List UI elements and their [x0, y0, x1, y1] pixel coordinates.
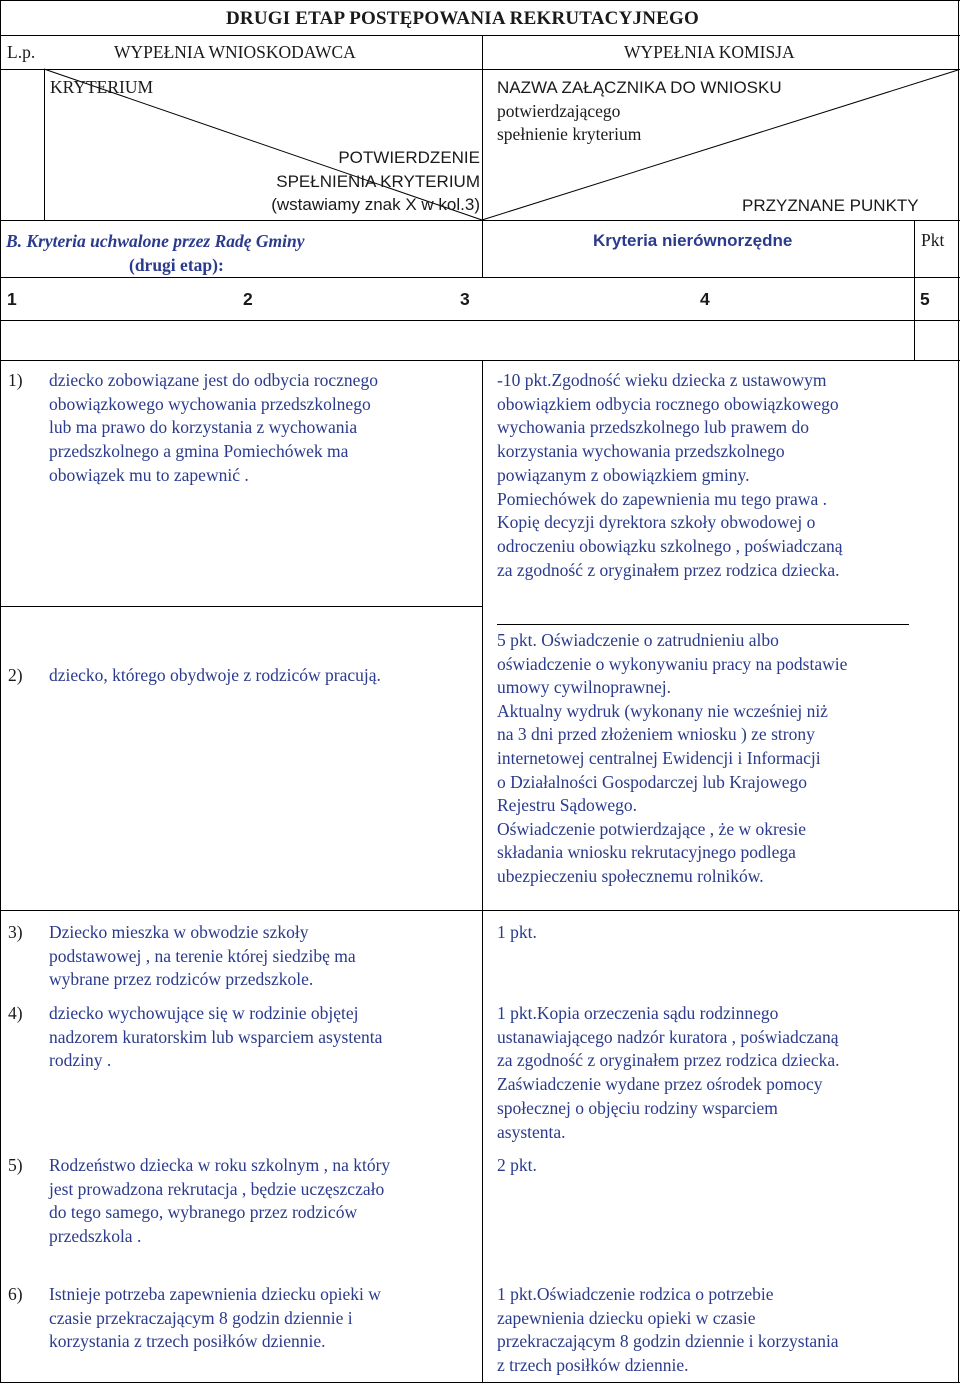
attachment-line: 1 pkt.Oświadczenie rodzica o potrzebie [497, 1284, 774, 1304]
attachment-line: zapewnienia dziecku opieki w czasie [497, 1307, 756, 1328]
attachment-line: -10 pkt.Zgodność wieku dziecka z ustawowym [497, 370, 827, 390]
attachment-line: internetowej centralnej Ewidencji i Informacji [497, 747, 821, 768]
criterion-line: nadzorem kuratorskim lub wsparciem asystenta [49, 1026, 383, 1047]
attachment-line: umowy cywilnoprawnej. [497, 677, 671, 698]
criterion-line: przedszkolnego a gmina Pomiechówek ma [49, 441, 349, 462]
attachment-line: ustanawiającego nadzór kuratora , poświadczaną [497, 1026, 839, 1047]
row-number: 5) [8, 1155, 23, 1175]
criterion-line: obowiązkowego wychowania przedszkolnego [49, 393, 371, 414]
attachment-line: Kopię decyzji dyrektora szkoły obwodowej o [497, 512, 816, 533]
rule-row3-top [0, 910, 960, 911]
attachment-header [497, 76, 782, 147]
attachment-line: Zaświadczenie wydane przez ośrodek pomocy [497, 1074, 823, 1095]
row-attachment [497, 1154, 537, 1178]
row-attachment [497, 369, 843, 582]
criterion-line: jest prowadzona rekrutacja , będzie uczęszczało [49, 1178, 385, 1199]
rule-empty-row [0, 360, 960, 361]
pkt-header: Pkt [921, 230, 945, 250]
attachment-line: korzystania wychowania przedszkolnego [497, 441, 785, 462]
attachment-line: o Działalności Gospodarczej lub Krajowego [497, 771, 808, 792]
criterion-line: przedszkola . [49, 1226, 142, 1247]
attachment-line: za zgodność z oryginałem przez rodzica dziecka. [497, 559, 840, 580]
unequal-criteria-header: Kryteria nierównorzędne [593, 231, 793, 250]
section-b-subtitle: (drugi etap): [129, 255, 224, 275]
criterion-line: obowiązek mu to zapewnić . [49, 464, 249, 485]
attachment-line: 2 pkt. [497, 1155, 537, 1175]
row-number: 2) [8, 665, 23, 685]
attachment-line: obowiązkiem odbycia rocznego obowiązkowego [497, 393, 839, 414]
row-criterion [49, 921, 356, 992]
col-number-4: 4 [700, 289, 710, 309]
row-criterion [49, 369, 378, 488]
attachment-line: Aktualny wydruk (wykonany nie wcześniej niż [497, 700, 828, 721]
attachment-line: odroczeniu obowiązku szkolnego , poświadczaną [497, 535, 843, 556]
attachment-line: na 3 dni przed złożeniem wniosku ) ze strony [497, 724, 815, 745]
attachment-line: za zgodność z oryginałem przez rodzica dziecka. [497, 1050, 840, 1071]
attachment-line: 5 pkt. Oświadczenie o zatrudnieniu albo [497, 630, 779, 650]
criterion-line: Dziecko mieszka w obwodzie szkoły [49, 922, 309, 942]
section-b-header [6, 229, 305, 277]
criterion-line: lub ma prawo do korzystania z wychowania [49, 417, 358, 438]
attachment-header-line: spełnienie kryterium [497, 124, 642, 144]
criterion-line: dziecko, którego obydwoje z rodziców pracują. [49, 665, 381, 685]
col-number-5: 5 [920, 289, 930, 309]
rule-nums-bottom [0, 320, 960, 321]
attachment-line: składania wniosku rekrutacyjnego podlega [497, 842, 796, 863]
confirmation-header [200, 146, 480, 217]
criterion-line: czasie przekraczającym 8 godzin dziennie i [49, 1307, 353, 1328]
row-attachment [497, 629, 847, 889]
attachment-line: społecznej o objęciu rodziny wsparciem [497, 1097, 778, 1118]
page-title: DRUGI ETAP POSTĘPOWANIA REKRUTACYJNEGO [226, 8, 699, 29]
confirmation-line: SPEŁNIENIA KRYTERIUM [276, 171, 480, 191]
attachment-line: 1 pkt.Kopia orzeczenia sądu rodzinnego [497, 1003, 779, 1023]
row-criterion [49, 664, 381, 688]
row-attachment [497, 1283, 839, 1378]
row-number: 4) [8, 1003, 23, 1023]
criterion-line: rodziny . [49, 1050, 112, 1071]
attachment-line: z trzech posiłków dziennie. [497, 1355, 689, 1376]
confirmation-line: POTWIERDZENIE [338, 148, 480, 167]
attachment-line: 1 pkt. [497, 922, 537, 942]
row-criterion [49, 1154, 390, 1249]
col-number-1: 1 [7, 289, 17, 309]
lp-label: L.p. [7, 42, 36, 62]
col-number-3: 3 [460, 289, 470, 309]
attachment-header-title: NAZWA ZAŁĄCZNIKA DO WNIOSKU [497, 78, 782, 97]
row-attachment [497, 921, 537, 945]
attachment-line: przekraczającym 8 godzin dziennie i korzystania [497, 1331, 839, 1352]
col-mid-divider-body [482, 360, 483, 1382]
rule-row2-top-right [497, 624, 909, 625]
row-attachment [497, 1002, 840, 1144]
section-b-title: B. Kryteria uchwalone przez Radę Gminy [6, 231, 305, 251]
criterion-line: korzystania z trzech posiłków dziennie. [49, 1331, 326, 1352]
attachment-line: Rejestru Sądowego. [497, 795, 637, 816]
criterion-line: do tego samego, wybranego przez rodziców [49, 1202, 358, 1223]
points-awarded-header: PRZYZNANE PUNKTY [742, 196, 919, 215]
confirmation-line: (wstawiamy znak X w kol.3) [271, 195, 480, 214]
criterion-line: dziecko zobowiązane jest do odbycia rocznego [49, 370, 378, 390]
criterion-line: wybrane przez rodziców przedszkole. [49, 969, 314, 990]
attachment-line: asystenta. [497, 1121, 566, 1142]
criterion-line: dziecko wychowujące się w rodzinie objętej [49, 1003, 359, 1023]
criterion-line: Rodzeństwo dziecka w roku szkolnym , na który [49, 1155, 391, 1175]
attachment-line: powiązanym z obowiązkiem gminy. [497, 464, 750, 485]
attachment-line: Oświadczenie potwierdzające , że w okresie [497, 818, 807, 839]
row-number: 3) [8, 922, 23, 942]
attachment-line: Pomiechówek do zapewnienia mu tego prawa . [497, 488, 827, 509]
attachment-header-line: potwierdzającego [497, 100, 621, 121]
criterion-line: Istnieje potrzeba zapewnienia dziecku opieki w [49, 1284, 381, 1304]
criterion-header: KRYTERIUM [50, 77, 154, 97]
fills-commission-label: WYPEŁNIA KOMISJA [624, 42, 795, 62]
row-number: 6) [8, 1284, 23, 1304]
row-criterion [49, 1283, 381, 1354]
col-number-2: 2 [243, 289, 253, 309]
criterion-line: podstawowej , na terenie której siedzibę ma [49, 945, 356, 966]
rule-row2-top [0, 606, 482, 607]
fills-applicant-label: WYPEŁNIA WNIOSKODAWCA [114, 42, 356, 62]
attachment-line: oświadczenie o wykonywaniu pracy na podstawie [497, 653, 848, 674]
attachment-line: wychowania przedszkolnego lub prawem do [497, 417, 809, 438]
attachment-line: ubezpieczeniu społecznemu rolników. [497, 865, 764, 886]
row-criterion [49, 1002, 382, 1073]
row-number: 1) [8, 370, 23, 390]
